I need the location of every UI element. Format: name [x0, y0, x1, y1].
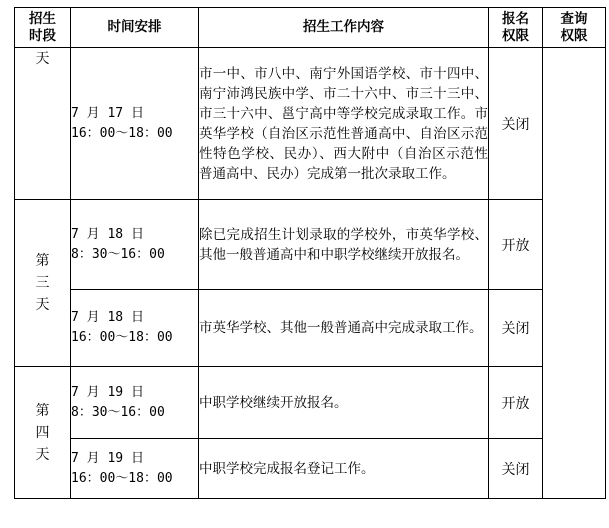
content-cell: 除已完成招生计划录取的学校外，市英华学校、其他一般普通高中和中职学校继续开放报名。 — [199, 200, 489, 290]
signup-status: 关闭 — [489, 48, 543, 200]
signup-status: 关闭 — [489, 290, 543, 367]
header-content: 招生工作内容 — [199, 8, 489, 48]
content-cell: 中职学校继续开放报名。 — [199, 367, 489, 439]
query-permission-cell — [543, 48, 606, 499]
header-query-permission: 查询 权限 — [543, 8, 606, 48]
signup-status: 开放 — [489, 367, 543, 439]
header-day: 招生 时段 — [15, 8, 71, 48]
header-signup-permission: 报名 权限 — [489, 8, 543, 48]
table-row — [15, 290, 606, 367]
header-row — [15, 8, 606, 48]
table-row — [15, 439, 606, 499]
time-cell: 7 月 19 日 8：30～16：00 — [71, 367, 199, 439]
signup-status: 关闭 — [489, 439, 543, 499]
day-cell: 第 三 天 — [15, 200, 71, 367]
table-row — [15, 200, 606, 290]
time-cell: 7 月 18 日 16：00～18：00 — [71, 290, 199, 367]
enrollment-schedule-table — [14, 7, 606, 499]
content-cell: 中职学校完成报名登记工作。 — [199, 439, 489, 499]
content-cell: 市一中、市八中、南宁外国语学校、市十四中、南宁沛鸿民族中学、市二十六中、市三十三中、市三十六中、邕宁高中等学校完成录取工作。市英华学校（自治区示范性普通高中、自治区示范性特色学校、民办）、西大附中（自治区示范性普通高中、民办）完成第一批次录取工作。 — [199, 48, 489, 200]
time-cell: 7 月 19 日 16：00～18：00 — [71, 439, 199, 499]
time-cell: 7 月 18 日 8：30～16：00 — [71, 200, 199, 290]
day-cell: 天 — [15, 48, 71, 200]
content-cell: 市英华学校、其他一般普通高中完成录取工作。 — [199, 290, 489, 367]
day-cell: 第 四 天 — [15, 367, 71, 499]
signup-status: 开放 — [489, 200, 543, 290]
time-cell: 7 月 17 日 16：00～18：00 — [71, 48, 199, 200]
table-row — [15, 367, 606, 439]
table-row — [15, 48, 606, 200]
header-time: 时间安排 — [71, 8, 199, 48]
